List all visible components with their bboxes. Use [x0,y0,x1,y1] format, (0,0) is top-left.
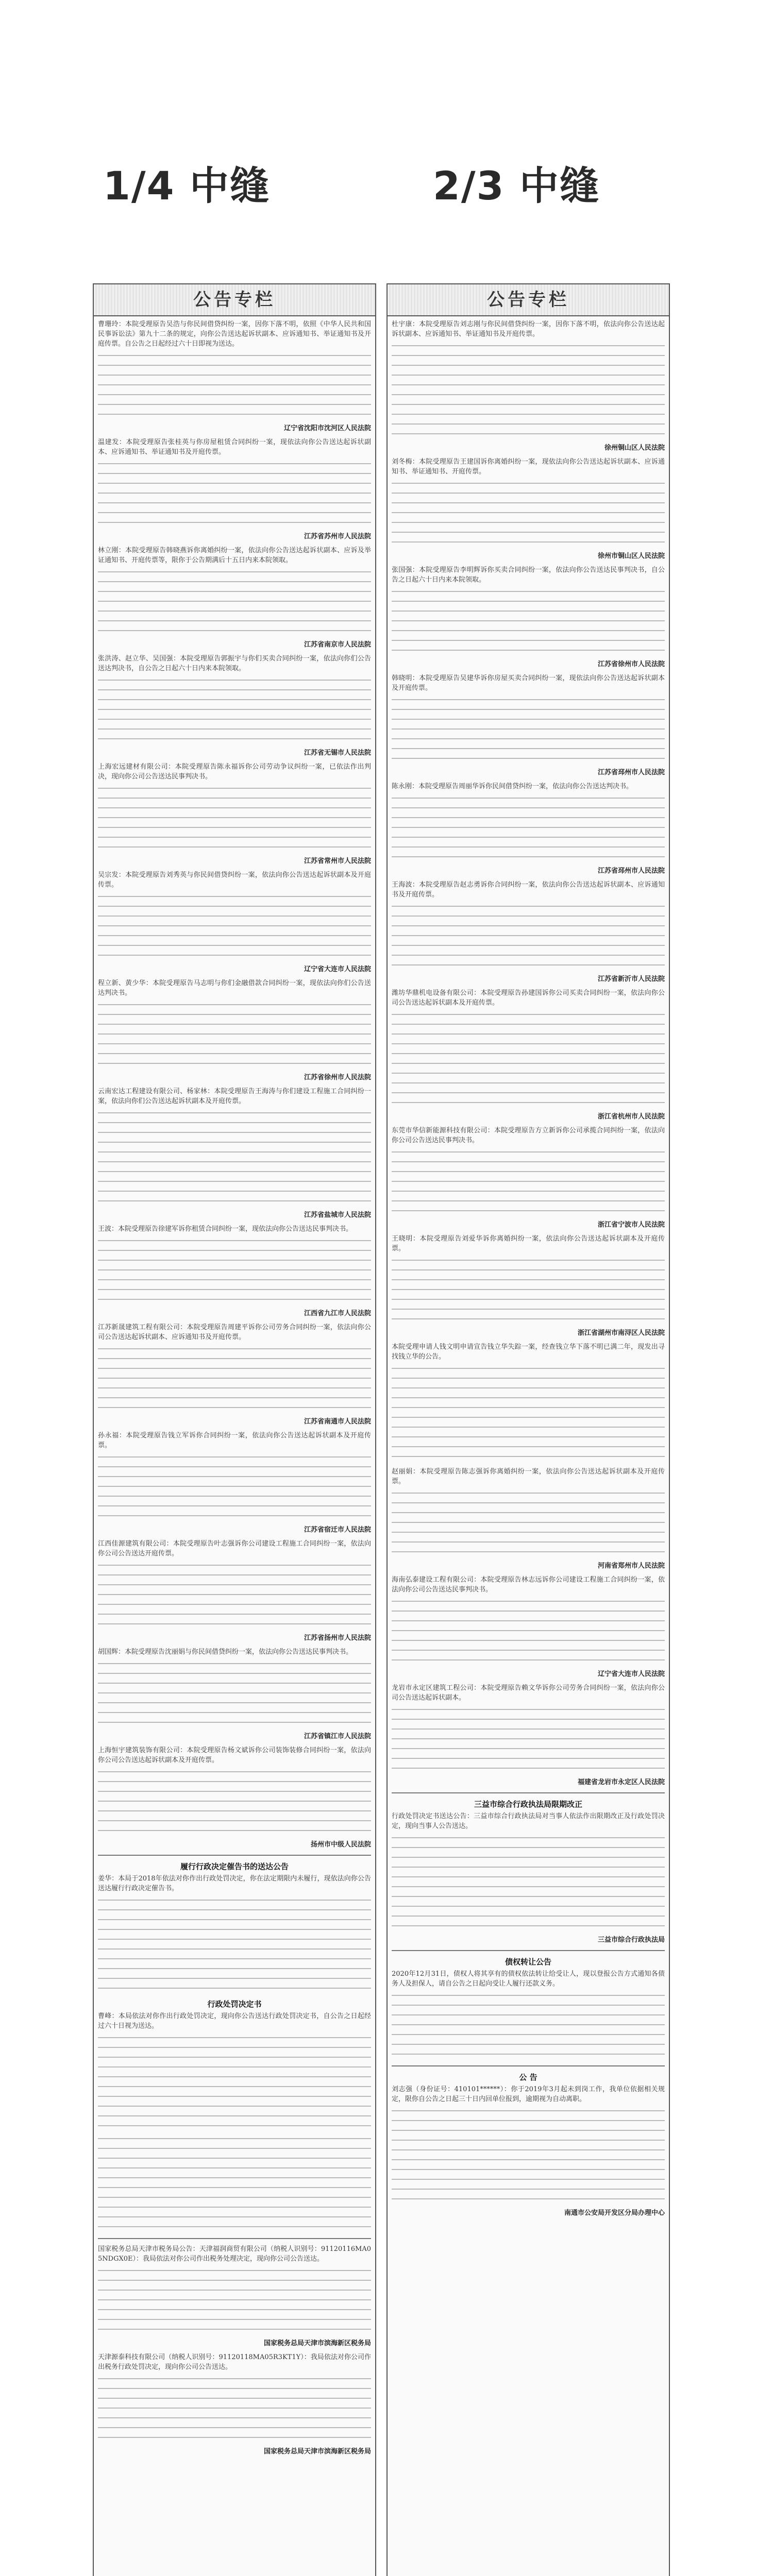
notice-signature: 浙江省宁波市人民法院 [597,1221,665,1229]
notice-signature: 江苏省宿迁市人民法院 [304,1526,371,1534]
notice-title: 公 告 [519,2073,537,2082]
notice-text-continuation [392,2107,665,2205]
notice-text: 刘冬梅：本院受理原告王建国诉你离婚纠纷一案，现依法向你公告送达起诉状副本、应诉通知书、举证通知书、开庭传票。 [392,458,665,476]
notice-item [98,1539,371,1643]
notice-item [98,1745,371,1850]
notice-signature: 辽宁省大连市人民法院 [597,1670,665,1678]
notice-signature: 辽宁省沈阳市沈河区人民法院 [283,425,371,432]
notice-text: 林立刚：本院受理原告韩晓燕诉你离婚纠纷一案，依法向你公告送达起诉状副本、应诉及举证通知书、开庭传票等，限你于公告期满后十五日内来本院领取。 [98,547,371,564]
notice-item [98,1647,371,1741]
notice-text-continuation [98,352,371,420]
notice-text-continuation [98,2267,371,2335]
notice-item [392,782,665,876]
notice-signature: 江苏省邳州市人民法院 [597,867,665,875]
notice-text-continuation [392,1257,665,1325]
notice-signature: 浙江省杭州市人民法院 [597,1113,665,1121]
notice-title: 债权转让公告 [505,1957,551,1967]
notice-signature: 江西省九江市人民法院 [304,1310,371,1317]
notice-item [98,1224,371,1318]
column-header: 公告专栏 [94,284,375,316]
section-divider [392,2065,665,2066]
notice-signature: 南通市公安局开发区分局办理中心 [564,2209,665,2217]
notice-signature: 江苏省苏州市人民法院 [304,533,371,540]
right-notice-column [386,283,670,2576]
page-heading-right: 2/3 中缝 [433,163,600,209]
notice-item [98,546,371,650]
notice-text: 潍坊华鼎机电设备有限公司：本院受理原告孙建国诉你公司买卖合同纠纷一案，依法向你公司公告送达起诉状副本及开庭传票。 [392,989,665,1007]
notice-text: 曹珊玲：本院受理原告吴浩与你民间借贷纠纷一案，因你下落不明，依照《中华人民共和国民事诉讼法》第九十二条的规定，向你公告送达起诉状副本、应诉通知书、举证通知书及开庭传票。自公告之日起经过六十日即视为送达。 [98,320,371,348]
notice-text: 杜宇康：本院受理原告刘志刚与你民间借贷纠纷一案，因你下落不明，依法向你公告送达起诉状副本、应诉通知书、举证通知书及开庭传票。 [392,320,665,338]
notice-text-continuation [392,1834,665,1932]
notice-text: 王海波：本院受理原告赵志勇诉你合同纠纷一案，依法向你公告送达起诉状副本、应诉通知书及开庭传票。 [392,881,665,899]
notice-item [392,565,665,669]
notice-signature: 徐州铜山区人民法院 [604,444,665,452]
notice-text: 天津源泰科技有限公司（纳税人识别号：91120118MA05R3KT1Y）：我局依法对你公司作出税务行政处罚决定，现向你公司公告送达。 [98,2353,371,2371]
notice-text: 海南弘泰建设工程有限公司：本院受理原告林志远诉你公司建设工程施工合同纠纷一案，依法向你公司公告送达民事判决书。 [392,1576,665,1594]
notice-item [98,1431,371,1535]
notice-text-continuation [98,893,371,961]
notice-text: 刘志强（身份证号：410101******）：你于2019年3月起未到岗工作，我单位依据相关规定，限你自公告之日起三十日内回单位报到，逾期视为自动离职。 [392,2086,665,2103]
notice-item [98,1861,371,1994]
notice-signature: 江苏省扬州市人民法院 [304,1634,371,1642]
notice-item [392,1126,665,1230]
notice-item [98,978,371,1082]
notice-item [98,2244,371,2348]
notice-text-continuation [392,1706,665,1774]
notice-text-continuation [98,1562,371,1630]
notice-text-continuation [392,696,665,765]
notice-text-continuation [98,2135,371,2233]
notice-text: 2020年12月31日，债权人将其享有的债权依法转让给受让人，现以登报公告方式通知各债务人及担保人，请自公告之日起向受让人履行还款义务。 [392,1970,665,1988]
notice-text: 孙永福：本院受理原告钱立军诉你合同纠纷一案，依法向你公告送达起诉状副本及开庭传票。 [98,1432,371,1449]
notice-item [392,1683,665,1787]
notice-signature: 江苏省邳州市人民法院 [597,769,665,776]
notice-text-continuation [392,1992,665,2060]
notice-text-continuation [392,1365,665,1463]
notice-text: 程立新、黄少华：本院受理原告马志明与你们金融借款合同纠纷一案，现依法向你们公告送达判决书。 [98,979,371,997]
notice-text: 曹峰：本局依法对你作出行政处罚决定，现向你公告送达行政处罚决定书，自公告之日起经过六十日视为送达。 [98,2012,371,2030]
notice-signature: 江苏省新沂市人民法院 [597,975,665,983]
left-notice-column [93,283,376,2576]
notice-text: 吴宗发：本院受理原告刘秀英与你民间借贷纠纷一案，依法向你公告送达起诉状副本及开庭传票。 [98,871,371,889]
notice-text: 龙岩市永定区建筑工程公司：本院受理原告赖文华诉你公司劳务合同纠纷一案，依法向你公司公告送达起诉状副本。 [392,1684,665,1702]
notice-item [392,1342,665,1463]
notice-text: 行政处罚决定书送达公告：三益市综合行政执法局对当事人依法作出限期改正及行政处罚决定，现向当事人公告送达。 [392,1812,665,1830]
notice-text-continuation [98,1237,371,1306]
notice-text-continuation [392,342,665,440]
notice-text: 国家税务总局天津市税务局公告：天津福润商贸有限公司（纳税人识别号：91120116MA05NDGX0E）：我局依法对你公司作出税务处理决定，现向你公司公告送达。 [98,2245,371,2263]
notice-text: 张国强：本院受理原告李明辉诉你买卖合同纠纷一案，依法向你公告送达民事判决书，自公告之日起六十日内来本院领取。 [392,566,665,584]
notice-signature: 河南省郑州市人民法院 [597,1562,665,1570]
notice-signature: 江苏省南京市人民法院 [304,641,371,649]
notice-text: 江苏新晟建筑工程有限公司：本院受理原告周建平诉你公司劳务合同纠纷一案，依法向你公司公告送达起诉状副本、应诉通知书及开庭传票。 [98,1324,371,1341]
notice-text: 韩晓明：本院受理原告吴建华诉你房屋买卖合同纠纷一案，现依法向你公告送达起诉状副本及开庭传票。 [392,674,665,692]
notice-text: 王晓明：本院受理原告刘爱华诉你离婚纠纷一案，依法向你公告送达起诉状副本及开庭传票。 [392,1235,665,1252]
notice-text-continuation [98,2034,371,2132]
notice-signature: 辽宁省大连市人民法院 [304,965,371,973]
notice-signature: 徐州市铜山区人民法院 [597,552,665,560]
section-divider [98,1855,371,1856]
notice-signature: 江苏省无锡市人民法院 [304,749,371,757]
notice-signature: 江苏省镇江市人民法院 [304,1733,371,1740]
notice-signature: 江苏省南通市人民法院 [304,1418,371,1426]
notice-text-continuation [98,785,371,853]
notice-text-continuation [98,1768,371,1837]
notice-text: 云南宏达工程建设有限公司、杨家林：本院受理原告王海涛与你们建设工程施工合同纠纷一案，依法向你们公告送达起诉状副本及开庭传票。 [98,1088,371,1105]
notice-text: 王波：本院受理原告徐建军诉你租赁合同纠纷一案，现依法向你公告送达民事判决书。 [98,1225,353,1233]
notice-text: 张洪涛、赵立华、吴国强：本院受理原告郭振宇与你们买卖合同纠纷一案，依法向你们公告送达判决书，自公告之日起六十日内来本院领取。 [98,655,371,672]
notice-item [392,880,665,984]
notice-text: 胡国辉：本院受理原告沈丽娟与你民间借贷纠纷一案，依法向你公告送达民事判决书。 [98,1648,353,1656]
notice-text: 温建发：本院受理原告张桂英与你房屋租赁合同纠纷一案，现依法向你公告送达起诉状副本、应诉通知书、举证通知书及开庭传票。 [98,438,371,456]
notice-text-continuation [392,903,665,971]
notice-signature: 江苏省常州市人民法院 [304,857,371,865]
notice-text: 陈永刚：本院受理原告周丽华诉你民间借贷纠纷一案，依法向你公告送达判决书。 [392,783,633,790]
notice-text-continuation [392,1148,665,1217]
notice-item [392,319,665,453]
notice-item [392,1956,665,2060]
page-heading-left: 1/4 中缝 [103,163,270,209]
notice-text-continuation [98,1896,371,1994]
notice-item [392,1234,665,1338]
notice-text-continuation [98,1660,371,1728]
notice-text: 上海宏远建材有限公司：本院受理原告陈永福诉你公司劳动争议纠纷一案，已依法作出判决，现向你公司公告送达民事判决书。 [98,763,371,781]
notice-text: 姜华：本局于2018年依法对你作出行政处罚决定，你在法定期限内未履行，现依法向你公告送达履行行政决定催告书。 [98,1875,371,1892]
notice-item [392,1799,665,1945]
notice-item [392,1575,665,1679]
notice-item [392,1467,665,1571]
notice-text: 江西佳源建筑有限公司：本院受理原告叶志强诉你公司建设工程施工合同纠纷一案，依法向你公司公告送达开庭传票。 [98,1540,371,1557]
notice-item [98,762,371,866]
notice-text-continuation [98,676,371,745]
notice-title: 三益市综合行政执法局限期改正 [474,1800,582,1809]
notice-text: 赵丽娟：本院受理原告陈志强诉你离婚纠纷一案，依法向你公告送达起诉状副本及开庭传票。 [392,1468,665,1485]
notice-text-continuation [392,1011,665,1109]
notice-signature: 江苏省徐州市人民法院 [597,660,665,668]
notice-text-continuation [98,568,371,637]
notice-title: 履行行政决定催告书的送达公告 [180,1862,289,1871]
notice-item [98,437,371,541]
notice-item [98,870,371,974]
notice-signature: 江苏省盐城市人民法院 [304,1211,371,1219]
notice-text: 本院受理申请人钱文明申请宣告钱立华失踪一案，经查钱立华下落不明已满二年，现发出寻找钱立华的公告。 [392,1343,665,1361]
notice-item [98,1998,371,2233]
notice-text-continuation [392,588,665,656]
notice-signature: 福建省龙岩市永定区人民法院 [577,1778,665,1786]
notice-item [392,457,665,561]
notice-list [388,316,669,2225]
notice-item [98,1323,371,1427]
notice-text-continuation [98,1001,371,1070]
notice-signature: 国家税务总局天津市滨海新区税务局 [263,2448,371,2455]
notice-signature: 江苏省徐州市人民法院 [304,1074,371,1081]
column-header: 公告专栏 [388,284,669,316]
section-divider [392,1950,665,1951]
notice-text-continuation [392,794,665,863]
notice-text: 上海恒宇建筑装饰有限公司：本院受理原告杨文斌诉你公司装饰装修合同纠纷一案，依法向你公司公告送达起诉状副本及开庭传票。 [98,1747,371,1764]
notice-text-continuation [392,1598,665,1666]
notice-item [98,1087,371,1220]
notice-item [98,654,371,758]
notice-item [392,2072,665,2218]
notice-text-continuation [98,1453,371,1522]
notice-text-continuation [98,460,371,529]
notice-text-continuation [98,2375,371,2444]
notice-signature: 国家税务总局天津市滨海新区税务局 [263,2340,371,2347]
notice-text-continuation [392,480,665,548]
section-divider [98,2238,371,2239]
notice-text-continuation [98,1345,371,1414]
notice-item [98,319,371,433]
notice-text-continuation [392,1489,665,1558]
notice-signature: 扬州市中级人民法院 [310,1841,371,1849]
notice-item [392,988,665,1122]
notice-text: 东莞市华信新能源科技有限公司：本院受理原告方立新诉你公司承揽合同纠纷一案，依法向你公司公告送达民事判决书。 [392,1127,665,1144]
notice-title: 行政处罚决定书 [207,1999,262,2009]
section-divider [392,1792,665,1793]
notice-item [392,673,665,777]
notice-signature: 三益市综合行政执法局 [597,1936,665,1944]
notice-text-continuation [98,1109,371,1207]
notice-list [94,316,375,2464]
notice-item [98,2352,371,2456]
notice-signature: 浙江省湖州市南浔区人民法院 [577,1329,665,1337]
